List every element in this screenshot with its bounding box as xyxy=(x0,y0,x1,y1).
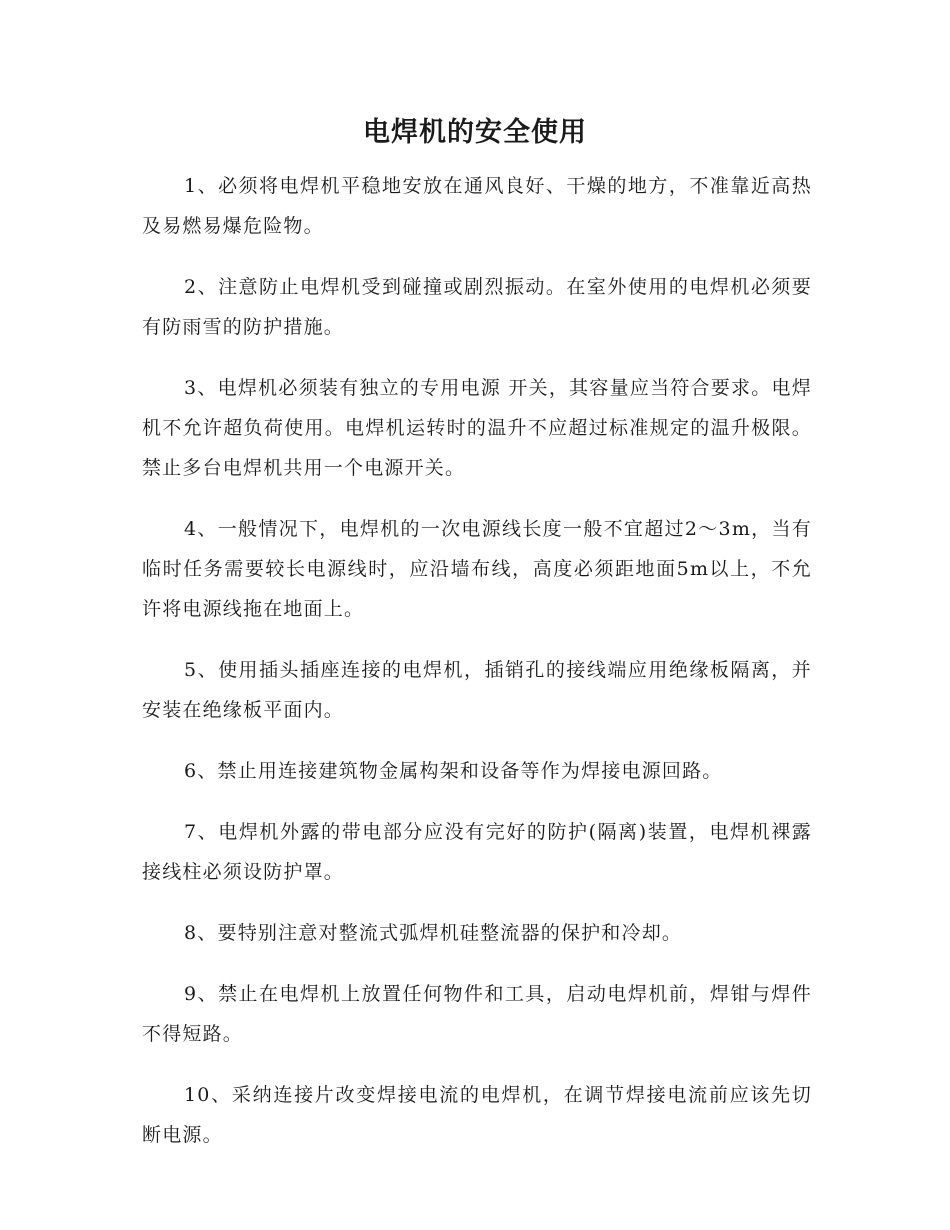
page-title: 电焊机的安全使用 xyxy=(363,117,587,148)
paragraph-6: 6、禁止用连接建筑物金属构架和设备等作为焊接电源回路。 xyxy=(184,760,723,782)
paragraph-1: 1、必须将电焊机平稳地安放在通风良好、干燥的地方，不准靠近高热及易燃易爆危险物。 xyxy=(142,175,812,237)
paragraph-5: 5、使用插头插座连接的电焊机，插销孔的接线端应用绝缘板隔离，并安装在绝缘板平面内。 xyxy=(142,659,812,721)
paragraph-3: 3、电焊机必须装有独立的专用电源 开关，其容量应当符合要求。电焊机不允许超负荷使用。电焊机运转时的温升不应超过标准规定的温升极限。禁止多台电焊机共用一个电源开关。 xyxy=(142,377,812,479)
document-body xyxy=(142,166,812,1176)
paragraph-2: 2、注意防止电焊机受到碰撞或剧烈振动。在室外使用的电焊机必须要有防雨雪的防护措施。 xyxy=(142,276,812,338)
paragraph-7: 7、电焊机外露的带电部分应没有完好的防护(隔离)装置，电焊机裸露接线柱必须设防护罩。 xyxy=(142,821,812,883)
paragraph-4: 4、一般情况下，电焊机的一次电源线长度一般不宜超过2～3m，当有临时任务需要较长电源线时，应沿墙布线，高度必须距地面5m以上，不允许将电源线拖在地面上。 xyxy=(142,518,812,620)
paragraph-8: 8、要特别注意对整流式弧焊机硅整流器的保护和冷却。 xyxy=(184,922,683,944)
paragraph-10: 10、采纳连接片改变焊接电流的电焊机，在调节焊接电流前应该先切断电源。 xyxy=(142,1084,812,1146)
paragraph-9: 9、禁止在电焊机上放置任何物件和工具，启动电焊机前，焊钳与焊件不得短路。 xyxy=(142,983,812,1045)
